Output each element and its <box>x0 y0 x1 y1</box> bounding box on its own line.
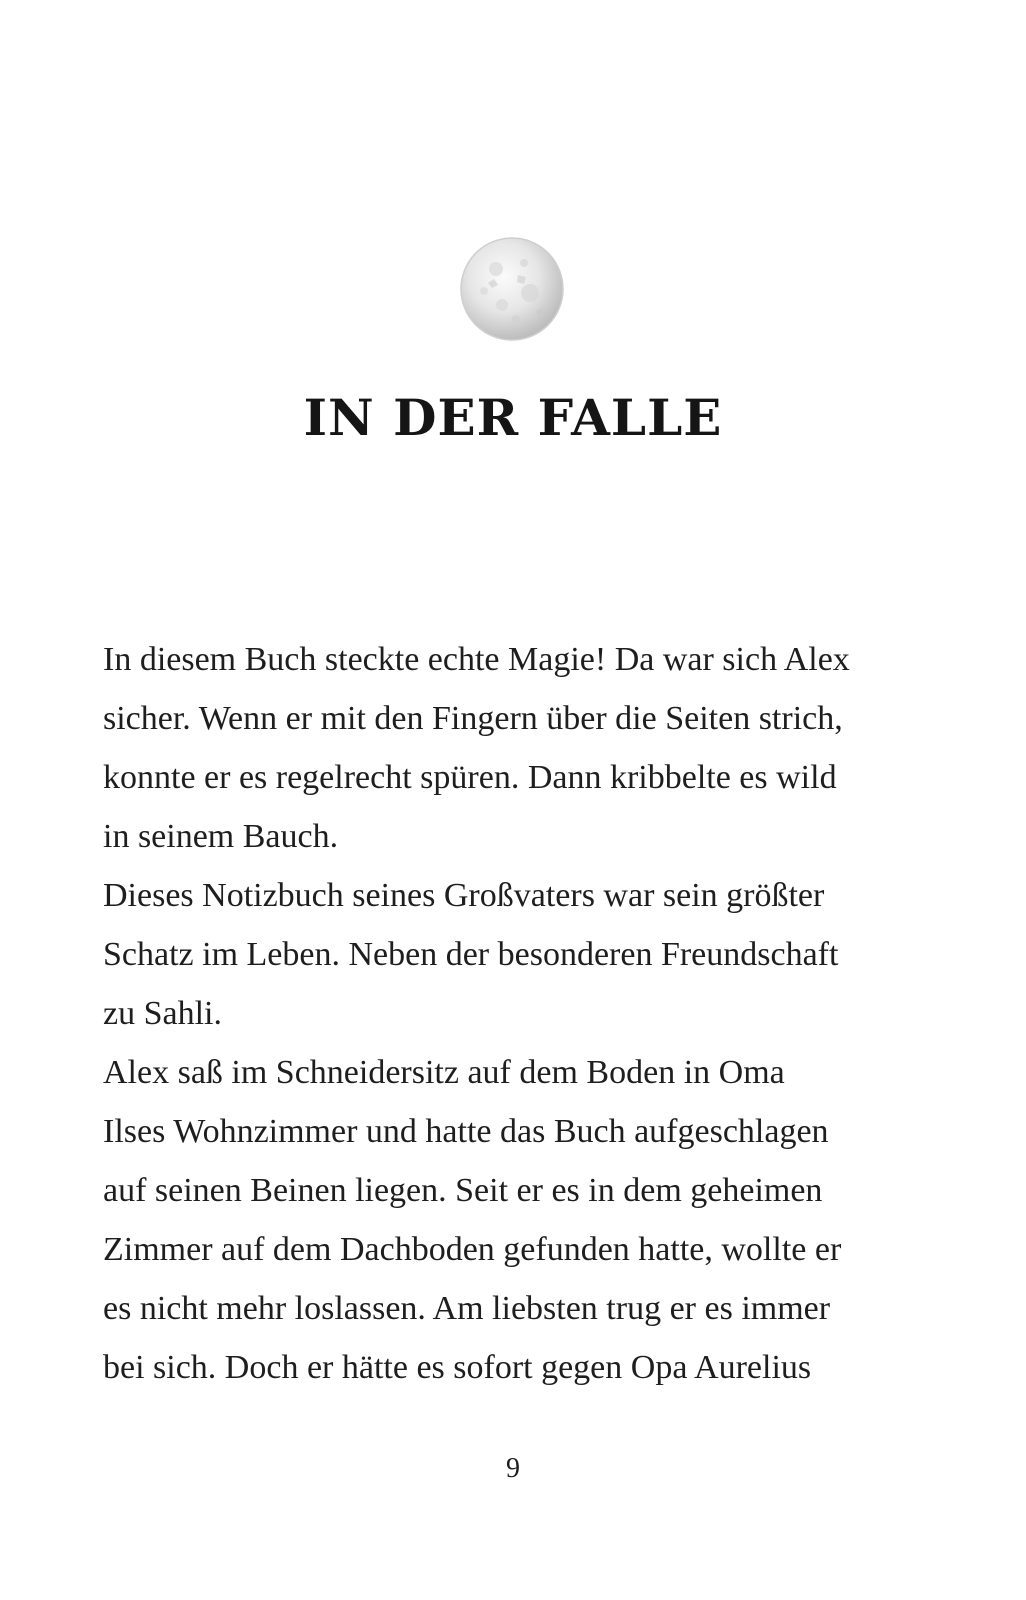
text-line: zu Sahli. <box>103 995 222 1032</box>
text-line: Dieses Notizbuch seines Großvaters war sein größter <box>103 877 825 914</box>
text-line: konnte er es regelrecht spüren. Dann kribbelte es wild <box>103 759 837 796</box>
chapter-title: IN DER FALLE <box>303 388 723 447</box>
page-number: 9 <box>506 1453 520 1484</box>
text-line: bei sich. Doch er hätte es sofort gegen Opa Aurelius <box>103 1349 812 1386</box>
text-line: sicher. Wenn er mit den Fingern über die Seiten strich, <box>103 700 843 737</box>
text-line: in seinem Bauch. <box>103 818 339 855</box>
text-line: es nicht mehr loslassen. Am liebsten trug er es immer <box>103 1290 831 1327</box>
text-line: In diesem Buch steckte echte Magie! Da war sich Alex <box>103 641 850 678</box>
text-line: Alex saß im Schneidersitz auf dem Boden in Oma <box>103 1054 785 1091</box>
moon-icon <box>458 235 566 343</box>
text-line: Zimmer auf dem Dachboden gefunden hatte, wollte er <box>103 1231 842 1268</box>
body-text <box>103 630 943 1397</box>
text-line: Ilses Wohnzimmer und hatte das Buch aufgeschlagen <box>103 1113 829 1150</box>
text-line: Schatz im Leben. Neben der besonderen Freundschaft <box>103 936 839 973</box>
text-line: auf seinen Beinen liegen. Seit er es in dem geheimen <box>103 1172 823 1209</box>
